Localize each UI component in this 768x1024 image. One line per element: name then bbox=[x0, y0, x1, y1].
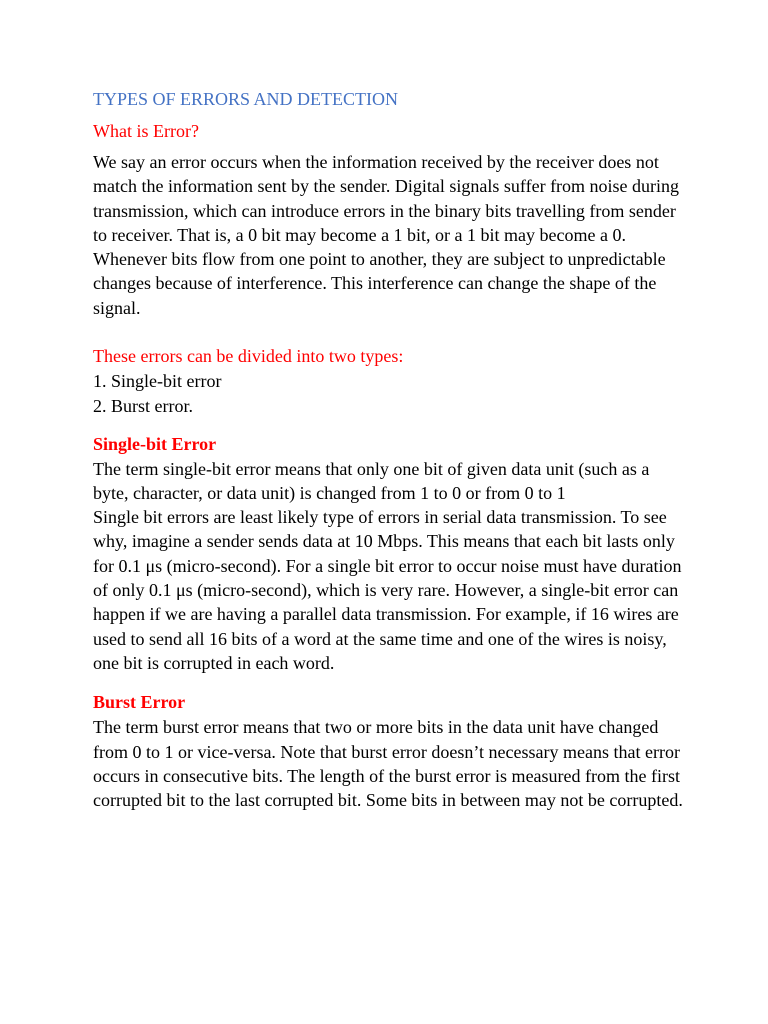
types-list-item-2: 2. Burst error. bbox=[93, 395, 193, 416]
single-bit-error-heading: Single-bit Error bbox=[93, 433, 217, 454]
single-bit-paragraph-2: Single bit errors are least likely type of errors in serial data transmission. To see why, imagine a sender sends data at 10 Mbps. This means that each bit lasts only for 0.1 μs (micro-second). For a single bit error to occur noise must have duration of only 0.1 μs (micro-second), which is very rare. However, a single-bit error can happen if we are having a parallel data transmission. For example, if 16 wires are used to send all 16 bits of a word at the same time and one of the wires is noisy, one bit is corrupted in each word. bbox=[93, 507, 682, 673]
intro-paragraph: We say an error occurs when the information received by the receiver does not match the information sent by the sender. Digital signals suffer from noise during transmission, which can introduce errors in the binary bits travelling from sender to receiver. That is, a 0 bit may become a 1 bit, or a 1 bit may become a 0. Whenever bits flow from one point to another, they are subject to unpredictable changes because of interference. This interference can change the shape of the signal. bbox=[93, 152, 680, 318]
burst-error-paragraph: The term burst error means that two or more bits in the data unit have changed from 0 to 1 or vice-versa. Note that burst error doesn’t necessary means that error occurs in consecutive bits. The length of the burst error is measured from the first corrupted bit to the last corrupted bit. Some bits in between may not be corrupted. bbox=[93, 717, 683, 811]
types-list-item-1: 1. Single-bit error bbox=[93, 370, 222, 391]
burst-error-heading: Burst Error bbox=[93, 692, 186, 713]
what-is-error-heading: What is Error? bbox=[93, 121, 199, 141]
single-bit-paragraph-1: The term single-bit error means that only one bit of given data unit (such as a byte, character, or data unit) is changed from 1 to 0 or from 0 to 1 bbox=[93, 458, 650, 503]
types-intro: These errors can be divided into two types: bbox=[93, 346, 404, 367]
document-title: TYPES OF ERRORS AND DETECTION bbox=[93, 89, 399, 109]
document-page bbox=[93, 86, 683, 812]
